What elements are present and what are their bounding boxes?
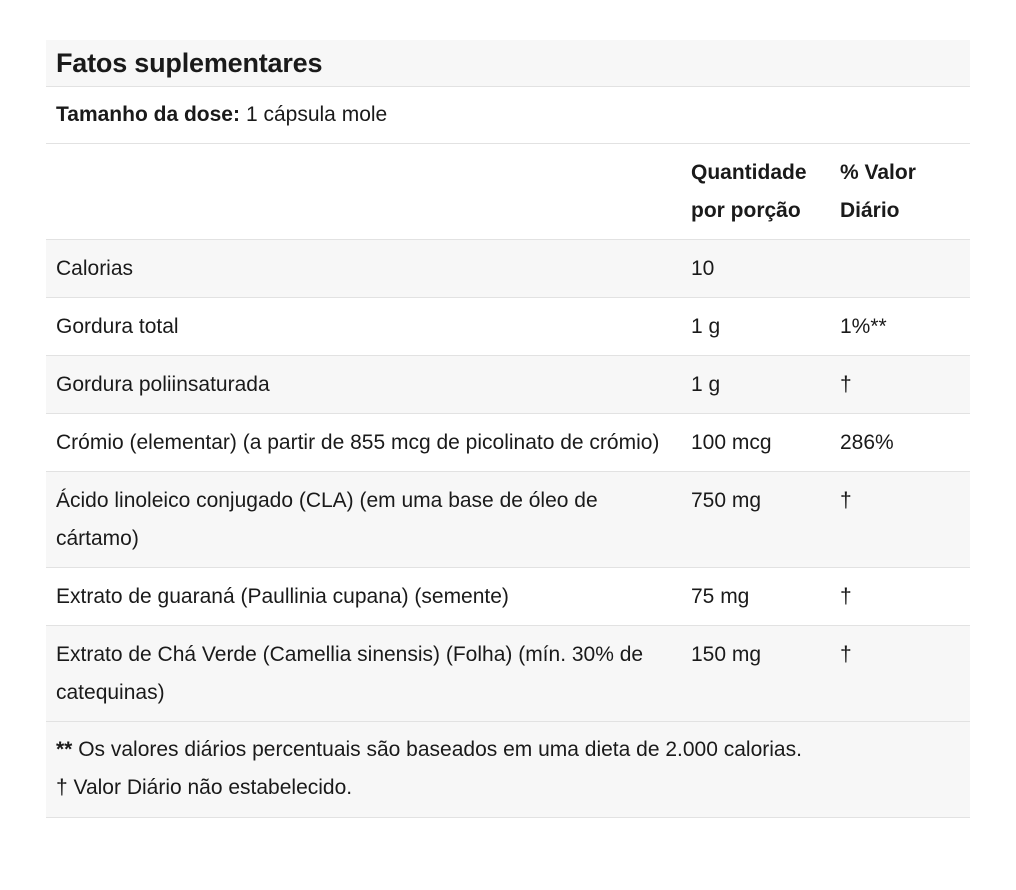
ingredient-daily-value: 1%**	[832, 298, 970, 356]
ingredient-name: Crómio (elementar) (a partir de 855 mcg de picolinato de crómio)	[46, 414, 681, 472]
ingredient-amount: 1 g	[681, 356, 832, 414]
serving-size-value: 1 cápsula mole	[245, 103, 388, 126]
ingredient-amount: 750 mg	[681, 472, 832, 568]
footnotes	[46, 722, 970, 818]
ingredient-name: Calorias	[46, 240, 681, 298]
footnote-daily-values	[56, 731, 960, 769]
footnote-marker: **	[56, 738, 73, 761]
ingredient-daily-value: †	[832, 568, 970, 626]
table-row	[46, 414, 970, 472]
ingredient-name: Extrato de guaraná (Paullinia cupana) (semente)	[46, 568, 681, 626]
header-amount: Quantidade por porção	[681, 144, 832, 240]
ingredient-name: Gordura total	[46, 298, 681, 356]
ingredient-daily-value: 286%	[832, 414, 970, 472]
ingredient-amount: 150 mg	[681, 626, 832, 722]
table-row	[46, 240, 970, 298]
header-ingredient	[46, 144, 681, 240]
table-row	[46, 626, 970, 722]
ingredient-amount: 1 g	[681, 298, 832, 356]
header-daily-value: % Valor Diário	[832, 144, 970, 240]
footnote-not-established: † Valor Diário não estabelecido.	[56, 776, 353, 799]
ingredient-daily-value: †	[832, 472, 970, 568]
table-row	[46, 472, 970, 568]
table-row	[46, 568, 970, 626]
ingredient-daily-value: †	[832, 356, 970, 414]
ingredient-name: Extrato de Chá Verde (Camellia sinensis) (Folha) (mín. 30% de catequinas)	[46, 626, 681, 722]
table-row	[46, 356, 970, 414]
ingredient-name: Ácido linoleico conjugado (CLA) (em uma base de óleo de cártamo)	[46, 472, 681, 568]
table-row	[46, 298, 970, 356]
table-header-row	[46, 144, 970, 240]
serving-size-row	[46, 87, 970, 144]
ingredient-daily-value: †	[832, 626, 970, 722]
ingredient-daily-value	[832, 240, 970, 298]
supplement-facts-table	[46, 144, 970, 722]
footnote-text: Os valores diários percentuais são baseados em uma dieta de 2.000 calorias.	[72, 738, 802, 761]
ingredient-amount: 10	[681, 240, 832, 298]
ingredient-name: Gordura poliinsaturada	[46, 356, 681, 414]
ingredient-amount: 75 mg	[681, 568, 832, 626]
title-row	[46, 40, 970, 87]
panel-title: Fatos suplementares	[56, 47, 323, 78]
supplement-facts-panel	[46, 40, 970, 818]
serving-size-label: Tamanho da dose:	[56, 103, 240, 126]
ingredient-amount: 100 mcg	[681, 414, 832, 472]
